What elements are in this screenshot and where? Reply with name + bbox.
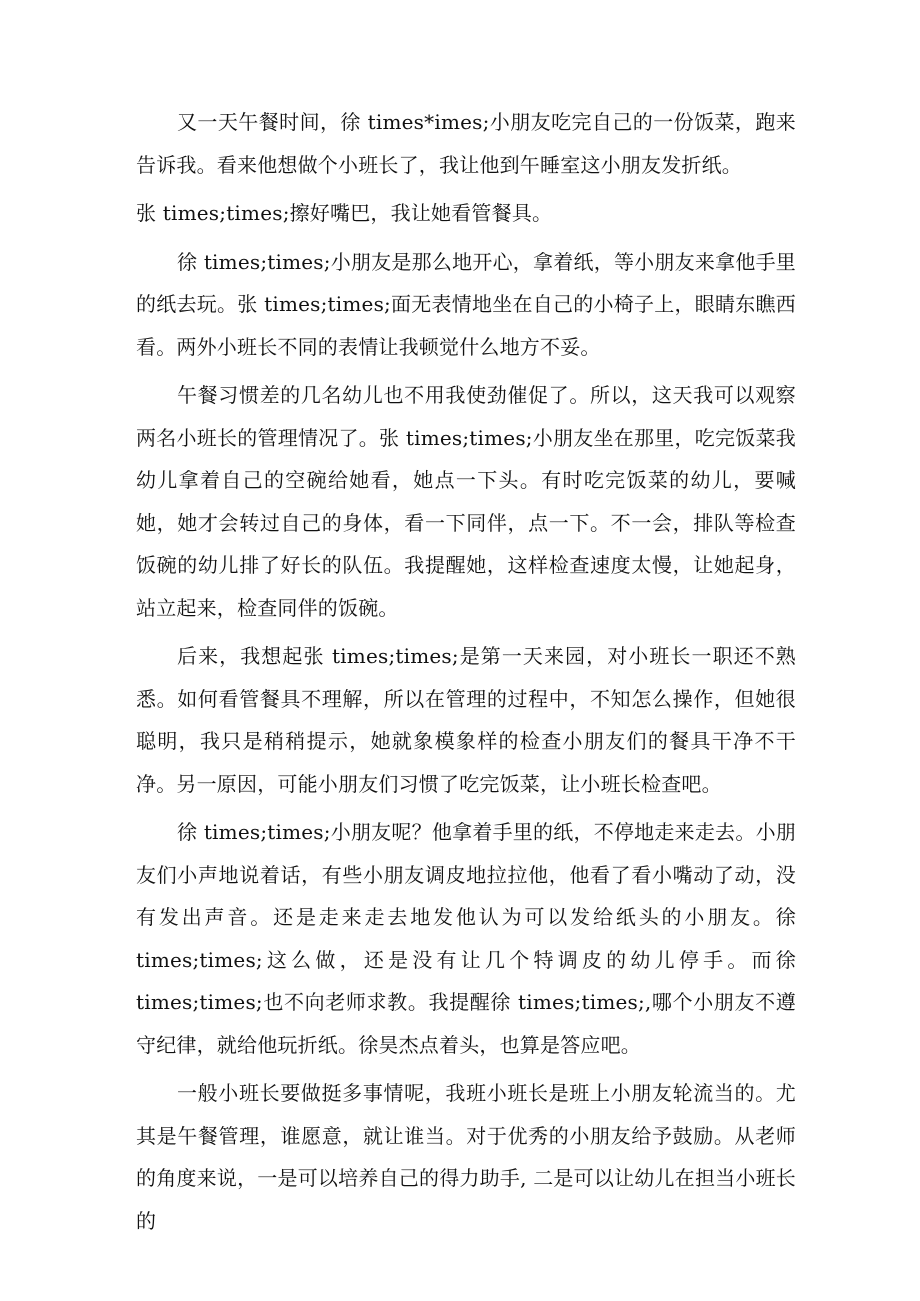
paragraph-xu-paper: 徐 times;times;小朋友呢？他拿着手里的纸，不停地走来走去。小朋友们小声地说着话，有些小朋友调皮地拉拉他，他看了看小嘴动了动，没有发出声音。还是走来走去地发他认为可以发给纸头的小朋友。徐 times;times;这么做，还是没有让几个特调皮的幼儿停手。而徐 times;times;也不向老师求教。我提醒徐 times;times;,哪个小朋友不遵守纪律，就给他玩折纸。徐昊杰点着头，也算是答应吧。 [136,820,796,1057]
paragraph-lunch-monitor-intro: 又一天午餐时间，徐 times*imes;小朋友吃完自己的一份饭菜，跑来告诉我。看来他想做个小班长了，我让他到午睡室这小朋友发折纸。 [136,110,796,177]
paragraph-reflection: 后来，我想起张 times;times;是第一天来园，对小班长一职还不熟悉。如何看管餐具不理解，所以在管理的过程中，不知怎么操作，但她很聪明，我只是稍稍提示，她就象模象样的检查小朋友们的餐具干净不干净。另一原因，可能小朋友们习惯了吃完饭菜，让小班长检查吧。 [136,644,796,796]
document-body [136,101,796,1248]
paragraph-monitor-expressions: 徐 times;times;小朋友是那么地开心，拿着纸，等小朋友来拿他手里的纸去玩。张 times;times;面无表情地坐在自己的小椅子上，眼睛东瞧西看。两外小班长不同的表情让我顿觉什么地方不妥。 [136,249,796,359]
paragraph-observation: 午餐习惯差的几名幼儿也不用我使劲催促了。所以，这天我可以观察两名小班长的管理情况了。张 times;times;小朋友坐在那里，吃完饭菜我幼儿拿着自己的空碗给她看，她点一下头。有时吃完饭菜的幼儿，要喊她，她才会转过自己的身体，看一下同伴，点一下。不一会，排队等检查饭碗的幼儿排了好长的队伍。我提醒她，这样检查速度太慢，让她起身，站立起来，检查同伴的饭碗。 [136,383,796,620]
paragraph-monitor-rotation: 一般小班长要做挺多事情呢，我班小班长是班上小朋友轮流当的。尤其是午餐管理，谁愿意，就让谁当。对于优秀的小朋友给予鼓励。从老师的角度来说，一是可以培养自己的得力助手, 二是可以让幼儿在担当小班长的 [136,1081,796,1233]
paragraph-tableware-duty: 张 times;times;擦好嘴巴，我让她看管餐具。 [136,201,553,225]
